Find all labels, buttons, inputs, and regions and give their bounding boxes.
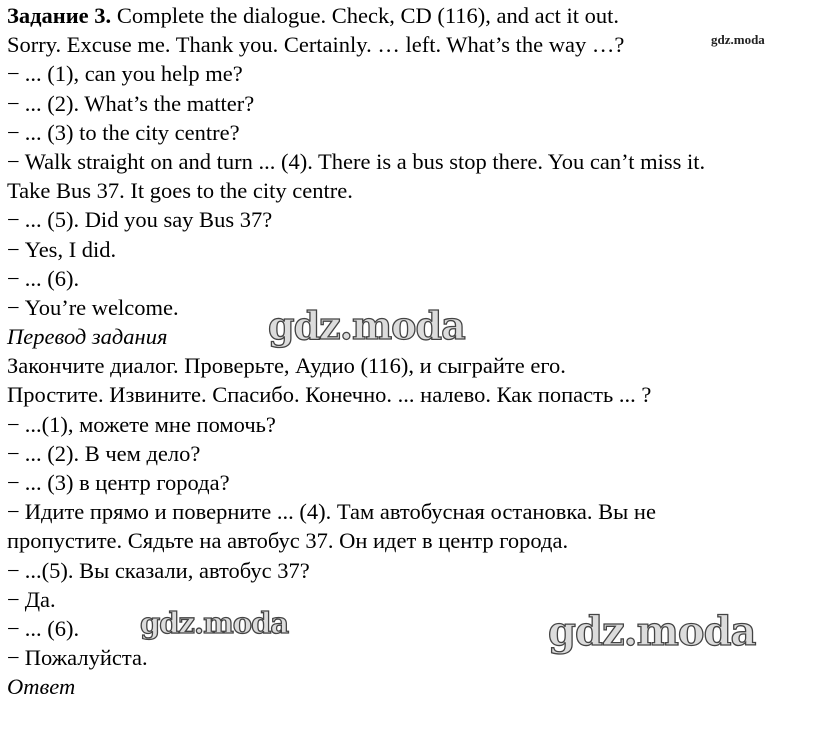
translation-line-text: ...(5). Вы сказали, автобус 37? xyxy=(24,557,310,583)
dash: − xyxy=(7,294,20,320)
dash: − xyxy=(7,557,20,583)
dash: − xyxy=(7,645,20,671)
english-line-text: ... (6). xyxy=(24,265,80,291)
translation-line-4 xyxy=(7,497,812,526)
english-line-7 xyxy=(7,264,812,293)
english-word-bank: Sorry. Excuse me. Thank you. Certainly. … left. What’s the way …? xyxy=(7,32,625,58)
english-line-4-continued: Take Bus 37. It goes to the city centre. xyxy=(7,178,353,204)
dash: − xyxy=(7,411,20,437)
translation-word-bank: Простите. Извините. Спасибо. Конечно. ... налево. Как попасть ... ? xyxy=(7,382,652,408)
dash: − xyxy=(7,207,20,233)
translation-line-text: ... (6). xyxy=(24,615,80,641)
dash: − xyxy=(7,236,20,262)
translation-line-4-continued: пропустите. Сядьте на автобус 37. Он идет в центр города. xyxy=(7,528,569,554)
translation-line-text: ... (2). В чем дело? xyxy=(24,440,201,466)
english-line-4 xyxy=(7,147,812,176)
translation-title: Перевод задания xyxy=(7,324,168,350)
english-line-2 xyxy=(7,89,812,118)
dash: − xyxy=(7,265,20,291)
dash: − xyxy=(7,470,20,495)
dash: − xyxy=(7,440,20,466)
english-line-6 xyxy=(7,235,812,264)
english-line-3 xyxy=(7,118,812,147)
dash: − xyxy=(7,615,20,641)
watermark-large: gdz.moda xyxy=(548,608,756,655)
dash: − xyxy=(7,586,20,612)
translation-line-3 xyxy=(7,468,812,497)
english-line-5 xyxy=(7,205,812,234)
translation-line-text: ...(1), можете мне помочь? xyxy=(24,411,276,437)
translation-line-1 xyxy=(7,410,812,439)
english-line-text: Yes, I did. xyxy=(24,236,117,262)
translation-line-text: Да. xyxy=(24,586,56,612)
dash: − xyxy=(7,148,20,174)
english-line-text: ... (1), can you help me? xyxy=(24,61,243,87)
english-line-1 xyxy=(7,59,812,88)
english-line-text: You’re welcome. xyxy=(24,294,179,320)
watermark-large: gdz.moda xyxy=(268,303,465,348)
dash: − xyxy=(7,119,20,145)
translation-line-2 xyxy=(7,439,812,468)
english-line-text: Walk straight on and turn ... (4). There is a bus stop there. You can’t miss it. xyxy=(24,148,706,174)
english-line-text: ... (2). What’s the matter? xyxy=(24,90,255,116)
task-label: Задание 3. xyxy=(7,3,112,28)
dash: − xyxy=(7,499,20,525)
translation-line-text: ... (3) в центр города? xyxy=(24,470,230,495)
translation-instruction: Закончите диалог. Проверьте, Аудио (116), и сыграйте его. xyxy=(7,353,566,379)
dash: − xyxy=(7,61,20,87)
answer-title: Ответ xyxy=(7,674,76,700)
task-instruction: Complete the dialogue. Check, CD (116), and act it out. xyxy=(116,3,619,28)
english-line-text: ... (5). Did you say Bus 37? xyxy=(24,207,273,233)
dash: − xyxy=(7,90,20,116)
task-header xyxy=(7,1,812,30)
translation-line-text: Пожалуйста. xyxy=(24,645,148,671)
watermark-small: gdz.moda xyxy=(711,32,765,47)
translation-line-5 xyxy=(7,556,812,585)
english-line-text: ... (3) to the city centre? xyxy=(24,119,240,145)
exercise-page xyxy=(7,1,812,702)
watermark-large: gdz.moda xyxy=(140,606,289,640)
translation-line-text: Идите прямо и поверните ... (4). Там автобусная остановка. Вы не xyxy=(24,499,656,525)
